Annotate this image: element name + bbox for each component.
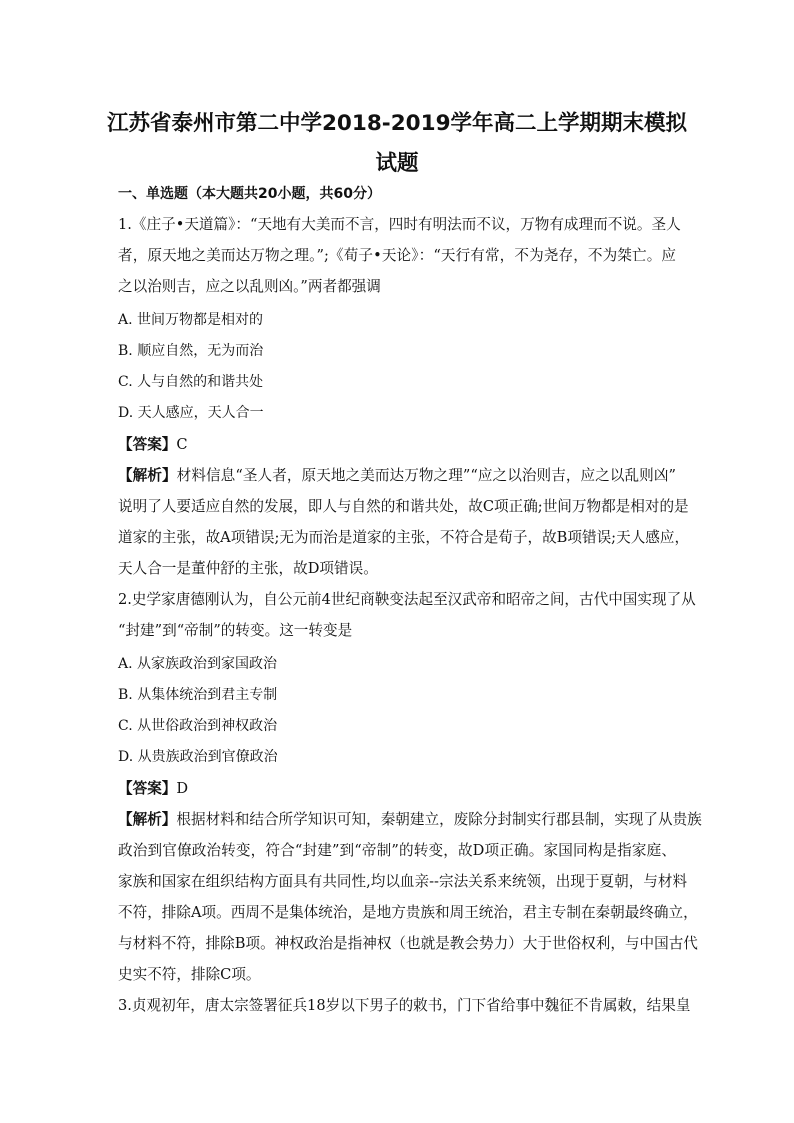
document-title-line-2: 试题 [375,151,419,176]
q2-analysis-line-5: 与材料不符，排除B项。神权政治是指神权（也就是教会势力）大于世俗权利，与中国古代 [118,935,698,952]
q1-answer-value: C [176,436,188,453]
q2-option-b: B. 从集体统治到君主专制 [118,687,278,703]
q1-stem-line-1: 1.《庄子•天道篇》：“天地有大美而不言，四时有明法而不议，万物有成理而不说。圣人 [118,216,681,233]
q1-answer [118,435,188,455]
q1-option-a: A. 世间万物都是相对的 [118,312,264,328]
q2-stem-line-2: “封建”到“帝制”的转变。这一转变是 [118,622,353,639]
q2-answer-value: D [176,780,189,797]
q2-analysis-line-6: 史实不符，排除C项。 [118,966,261,983]
q2-stem-line-1: 2.史学家唐德刚认为，自公元前4世纪商鞅变法起至汉武帝和昭帝之间，古代中国实现了从 [118,591,696,608]
q1-analysis-line-4: 天人合一是董仲舒的主张，故D项错误。 [118,560,378,577]
answer-tag: 【答案】 [118,780,177,797]
q3-stem-line-1: 3.贞观初年，唐太宗签署征兵18岁以下男子的敕书，门下省给事中魏征不肯属敕，结果皇 [118,997,691,1014]
q1-option-c: C. 人与自然的和谐共处 [118,374,264,390]
q2-option-d: D. 从贵族政治到官僚政治 [118,749,278,765]
q2-analysis-line-3: 家族和国家在组织结构方面具有共同性,均以血亲--宗法关系来统领，出现于夏朝，与材料 [118,873,688,890]
q1-analysis-line-3: 道家的主张，故A项错误;无为而治是道家的主张，不符合是荀子，故B项错误;天人感应， [118,529,690,546]
q1-option-d: D. 天人感应，天人合一 [118,405,264,421]
q1-option-b: B. 顺应自然，无为而治 [118,343,264,359]
analysis-tag: 【解析】 [118,811,177,828]
q1-analysis-line-1 [118,466,676,486]
q1-stem-line-2: 者，原天地之美而达万物之理。”;《荀子•天论》：“天行有常，不为尧存，不为桀亡。应 [118,247,676,264]
q2-option-c: C. 从世俗政治到神权政治 [118,718,278,734]
q2-analysis-line-4: 不符，排除A项。西周不是集体统治，是地方贵族和周王统治，君主专制在秦朝最终确立， [118,904,698,921]
analysis-tag: 【解析】 [118,467,177,484]
q1-stem-line-3: 之以治则吉，应之以乱则凶。”两者都强调 [118,278,381,295]
answer-tag: 【答案】 [118,436,177,453]
q2-analysis-line-1 [118,810,702,830]
q2-answer [118,779,188,799]
q2-option-a: A. 从家族政治到家国政治 [118,656,278,672]
q1-analysis-text-1: 材料信息“圣人者，原天地之美而达万物之理”“应之以治则吉，应之以乱则凶” [176,467,676,484]
q2-analysis-line-2: 政治到官僚政治转变，符合“封建”到“帝制”的转变，故D项正确。家国同构是指家庭、 [118,842,676,859]
q1-analysis-line-2: 说明了人要适应自然的发展，即人与自然的和谐共处，故C项正确;世间万物都是相对的是 [118,498,689,515]
document-title-line-1: 江苏省泰州市第二中学2018-2019学年高二上学期期末模拟 [106,111,688,136]
section-heading: 一、单选题（本大题共20小题，共60分） [118,186,381,202]
q2-analysis-text-1: 根据材料和结合所学知识可知，秦朝建立，废除分封制实行郡县制，实现了从贵族 [176,811,702,828]
